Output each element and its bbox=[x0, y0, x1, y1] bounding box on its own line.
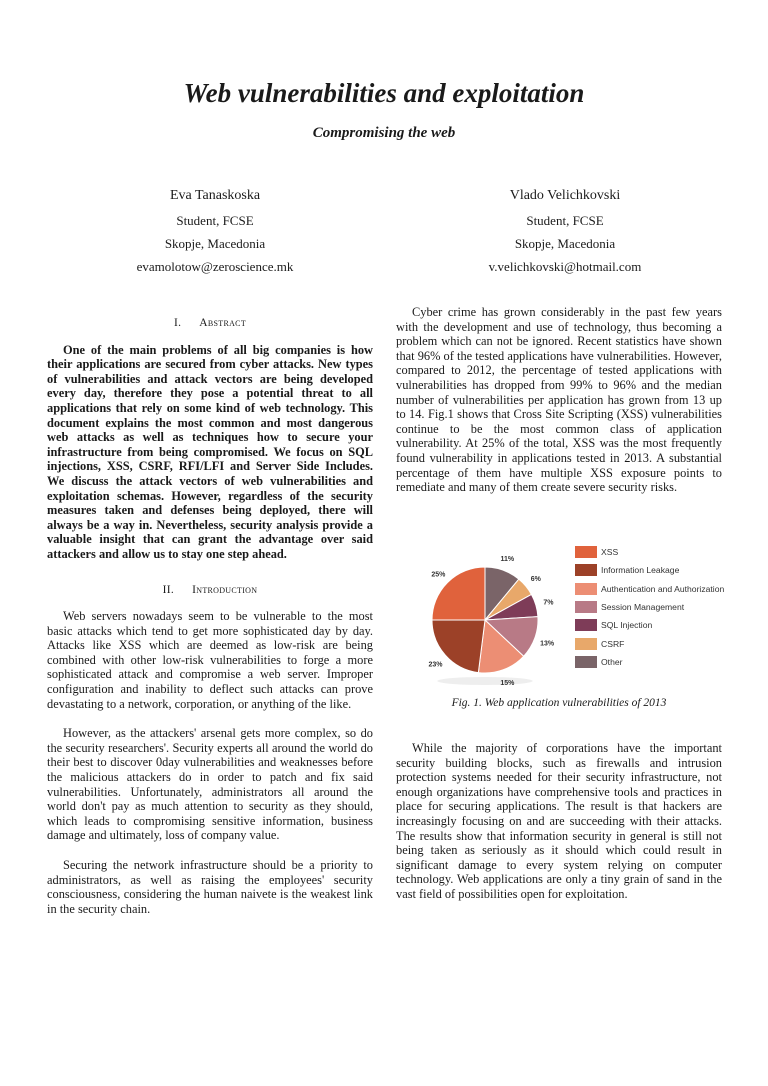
legend-label: Information Leakage bbox=[601, 565, 680, 576]
pie-label: 6% bbox=[530, 575, 541, 583]
intro-paragraph: Securing the network infrastructure should be a priority to administrators, as well as raising the employees' security consciousness, considering the human naivete is the weakest link in the security chain. bbox=[47, 858, 373, 916]
pie-label: 11% bbox=[500, 555, 515, 563]
legend-swatch bbox=[575, 564, 597, 576]
author-block-1 bbox=[105, 184, 325, 278]
author-location: Skopje, Macedonia bbox=[514, 236, 616, 251]
legend-label: XSS bbox=[601, 547, 619, 557]
section-heading-abstract: I. Abstract bbox=[173, 317, 247, 329]
pie-shadow bbox=[437, 677, 532, 688]
right-column-top bbox=[396, 305, 722, 495]
legend-swatch bbox=[575, 638, 597, 650]
intro-paragraph: However, as the attackers' arsenal gets more complex, so do the security researchers'. Security experts all around the world do their best to discover 0day vulnerabilities and weaknesses before the malicious attackers do in order to patch and fix said vulnerabilities. Unfortunately, administrators all around the world don't pay as much attention to security as they should, which leads to compromising sensitive information, business damage and ultimately, loss of company value. bbox=[47, 726, 373, 843]
author-name: Eva Tanaskoska bbox=[169, 188, 261, 203]
pie-label: 23% bbox=[428, 661, 443, 669]
pie-label: 7% bbox=[543, 599, 554, 607]
chart-legend bbox=[575, 546, 745, 676]
paper-title: Web vulnerabilities and exploitation bbox=[183, 78, 585, 108]
legend-label: Other bbox=[601, 656, 623, 667]
author-email: v.velichkovski@hotmail.com bbox=[488, 259, 642, 274]
abstract-text: One of the main problems of all big companies is how their applications are secured from cyber attacks. New types of vulnerabilities and attack vectors are being developed every day, therefore they pose a potential threat to all applications that rely on some kind of web technology. This document explains the most common and most dangerous web attacks as well as techniques how to secure your infrastructure from being compromised. We focus on SQL injections, XSS, CSRF, RFI/LFI and Server Side Includes. We discuss the attack vectors of web vulnerabilities and exploitation schemas. However, regardless of the security measures taken and defenses being deployed, there will always be a way in. Nevertheless, security analysis provide a valuable insight that can grant the advantage over said attackers and allow us to stay one step ahead. bbox=[47, 342, 373, 561]
legend-swatch bbox=[575, 546, 597, 558]
legend-label: SQL Injection bbox=[601, 620, 653, 631]
pie-label: 25% bbox=[431, 571, 446, 579]
pie-label: 13% bbox=[540, 640, 555, 648]
body-paragraph: Cyber crime has grown considerably in the past few years with the development and use of technology, thus becoming a problem which can not be ignored. Recent statistics have shown that 96% of the tested applications have vulnerabilities. However, compared to 2012, the percentage of tested applications with vulnerabilities has dropped from 99% to 96% and the median number of vulnerabilities per application has grown from 13 up to 14. Fig.1 shows that Cross Site Scripting (XSS) vulnerabilities continue to be the most common class of application vulnerability. At 25% of the total, XSS was the most frequently found vulnerability in applications tested in 2013. A substantial percentage of them have multiple XSS exposure points to remediate and many of them create severe security risks. bbox=[396, 305, 722, 495]
left-column bbox=[47, 316, 373, 916]
section-heading-introduction: II. Introduction bbox=[162, 583, 258, 596]
author-role: Student, FCSE bbox=[176, 213, 254, 228]
pie-label: 15% bbox=[500, 680, 515, 688]
legend-swatch bbox=[575, 619, 597, 631]
legend-label: Session Management bbox=[601, 601, 685, 612]
paper-subtitle: Compromising the web bbox=[312, 125, 456, 141]
figure-caption: Fig. 1. Web application vulnerabilities of 2013 bbox=[451, 697, 667, 709]
intro-paragraph: Web servers nowadays seem to be vulnerable to the most basic attacks which tend to get more sophisticated day by day. Attacks like XSS which are deemed as low-risk are being combined with other low-risk vulnerabilities to forge a more sophisticated attack and compromise a web server. Improper configuration and inability to deflect such attacks can prove devastating to a network, corporation, or anything of the like. bbox=[47, 609, 373, 711]
author-location: Skopje, Macedonia bbox=[164, 236, 266, 251]
author-role: Student, FCSE bbox=[526, 213, 604, 228]
right-column-bottom bbox=[396, 741, 722, 902]
legend-swatch bbox=[575, 601, 597, 613]
legend-label: CSRF bbox=[601, 638, 625, 649]
author-block-2 bbox=[455, 184, 675, 278]
body-paragraph: While the majority of corporations have the important security building blocks, such as firewalls and intrusion protection systems needed for their security infrastructure, not enough organizations have comprehensive tools and practices in place for securing applications. The result is that hackers are increasingly focusing on and are succeeding with their attacks. The results show that information security in general is still not being taken as seriously as it should which could result in significant damage to every system relying on computer technology. Web applications are only a tiny grain of sand in the vast field of possibilities open for exploitation. bbox=[396, 741, 722, 901]
legend-label: Authentication and Authorization bbox=[601, 583, 725, 594]
legend-swatch bbox=[575, 583, 597, 595]
author-email: evamolotow@zeroscience.mk bbox=[136, 259, 294, 274]
author-name: Vlado Velichkovski bbox=[509, 188, 621, 203]
legend-swatch bbox=[575, 656, 597, 668]
